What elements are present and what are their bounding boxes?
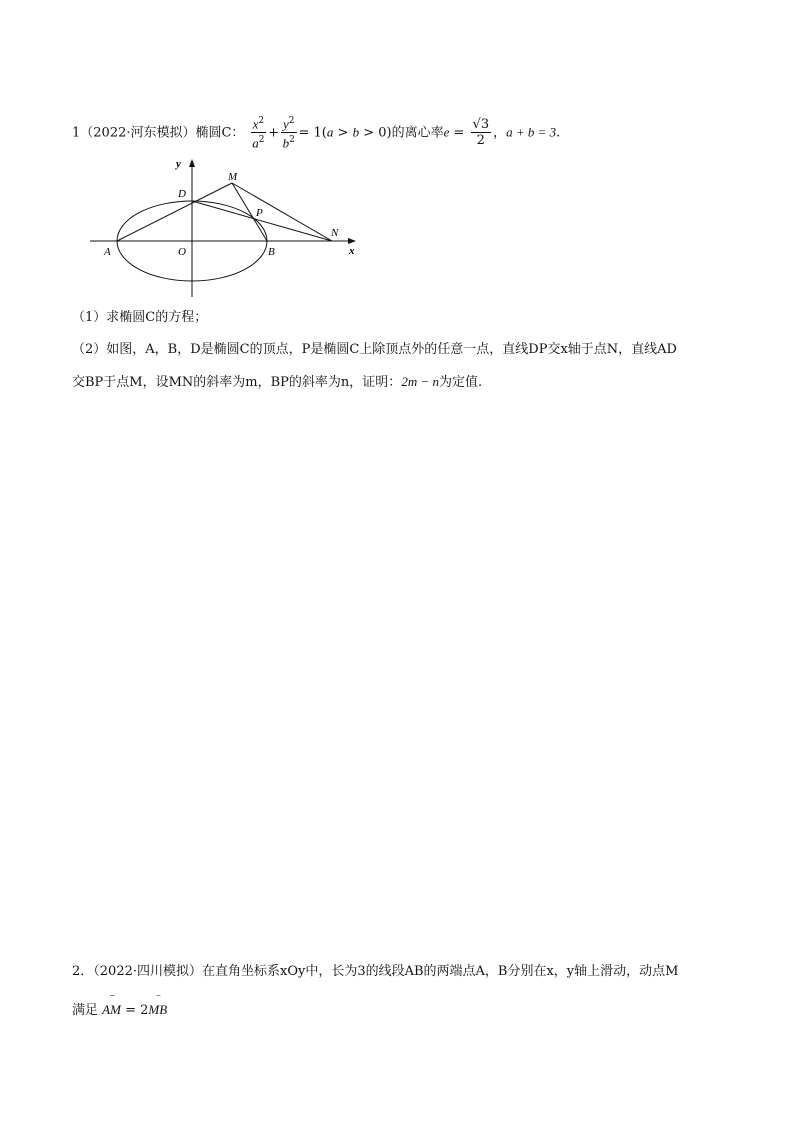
label-x: x bbox=[349, 245, 355, 257]
q1-part2-end: 为定值. bbox=[438, 375, 483, 390]
line-mn bbox=[232, 183, 332, 241]
frac-y2-b2: $\frac{y^2}{b^2}$ bbox=[282, 116, 295, 151]
y-axis-arrow bbox=[189, 159, 195, 167]
label-o: O bbox=[178, 246, 186, 258]
q1-part2-line2 bbox=[72, 372, 482, 393]
label-p: P bbox=[256, 207, 263, 219]
vector-am-label: AM bbox=[102, 1002, 121, 1017]
frac-sqrt3-2: $\frac{√3}{2}$ bbox=[472, 117, 490, 149]
x-axis-arrow bbox=[348, 238, 356, 244]
vector-mb-label: MB bbox=[148, 1002, 168, 1017]
frac-x2-a2: $\frac{x^2}{a^2}$ bbox=[252, 116, 265, 151]
q2-line2 bbox=[72, 992, 168, 1021]
vector-mb: ᵕᵕᵕ MB bbox=[148, 992, 168, 1017]
q1-part1: （1）求椭圆C的方程； bbox=[72, 310, 208, 325]
label-b: B bbox=[268, 246, 275, 258]
label-a: A bbox=[104, 246, 111, 258]
label-y: y bbox=[176, 158, 181, 170]
line-am bbox=[117, 183, 232, 241]
label-n: N bbox=[331, 227, 339, 239]
ellipse-figure bbox=[80, 155, 380, 305]
q1-part2-text: 交BP于点M，设MN的斜率为m，BP的斜率为n，证明： bbox=[72, 375, 402, 390]
q2-eq: = 2 bbox=[125, 1003, 149, 1018]
q2-line1: 2．（2022·四川模拟）在直角坐标系xOy中，长为3的线段AB的两端点A，B分别在x，y轴上滑动，动点M bbox=[72, 964, 679, 979]
label-m: M bbox=[228, 171, 238, 183]
label-d: D bbox=[178, 188, 186, 200]
q1-prefix: 1（2022·河东模拟）椭圆C： bbox=[72, 125, 245, 141]
q1-statement: 1（2022·河东模拟）椭圆C： $\frac{x^2}{a^2}$ + $\frac{y^2}{b^2}$ = 1(a > b > 0)的离心率e = $\frac{√3}{2}$ ，a + b = 3. bbox=[72, 116, 561, 151]
q1-condition: a + b = 3 bbox=[506, 124, 557, 140]
vector-am: ᵕᵕᵕᵕ AM bbox=[102, 992, 121, 1017]
q1-part2-line1: （2）如图，A，B，D是椭圆C的顶点，P是椭圆C上除顶点外的任意一点，直线DP交x轴于点N，直线AD bbox=[72, 342, 677, 357]
q1-part2-expr: 2m − n bbox=[401, 374, 439, 389]
q1-eq-tail: 的离心率 bbox=[391, 125, 444, 141]
q2-prefix: 满足 bbox=[72, 1003, 99, 1018]
